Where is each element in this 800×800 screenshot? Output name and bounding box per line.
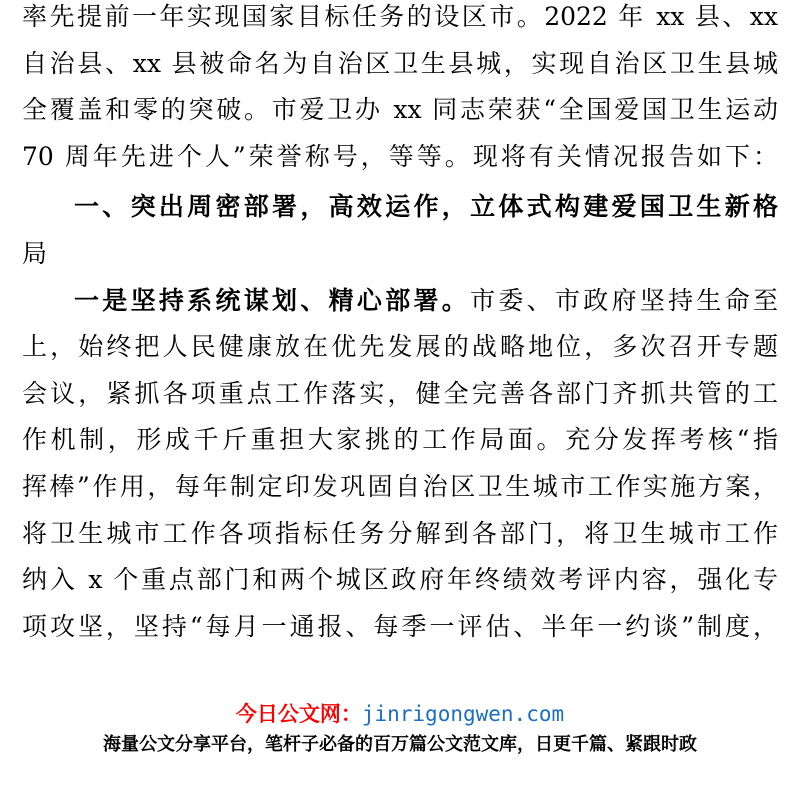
text-line: 70 周年先进个人”荣誉称号，等等。现将有关情况报告如下： [22, 141, 778, 171]
paragraph-lead-rest: 市委、市政府坚持生命至 [470, 285, 778, 315]
text-line: 项攻坚，坚持“每月一通报、每季一评估、半年一约谈”制度， [22, 611, 778, 641]
footer-site-url[interactable]: jinrigongwen.com [361, 702, 565, 726]
text-line: 自治县、xx 县被命名为自治区卫生县城，实现自治区卫生县城 [22, 48, 778, 78]
section-heading: 一、突出周密部署，高效运作，立体式构建爱国卫生新格 [74, 192, 778, 222]
footer-site-name: 今日公文网： [235, 702, 362, 726]
section-heading-cont: 局 [22, 238, 48, 268]
text-line: 挥棒”作用，每年制定印发巩固自治区卫生城市工作实施方案， [22, 471, 778, 501]
text-line: 上，始终把人民健康放在优先发展的战略地位，多次召开专题 [22, 332, 778, 362]
text-line: 率先提前一年实现国家目标任务的设区市。2022 年 xx 县、xx [22, 2, 778, 31]
text-line: 将卫生城市工作各项指标任务分解到各部门，将卫生城市工作 [22, 518, 778, 548]
document-body [22, 0, 778, 650]
paragraph-lead-bold: 一是坚持系统谋划、精心部署。 [74, 285, 471, 315]
text-line: 作机制，形成千斤重担大家挑的工作局面。充分发挥考核“指 [22, 425, 778, 455]
footer-slogan: 海量公文分享平台，笔杆子必备的百万篇公文范文库，日更千篇、紧跟时政 [103, 734, 697, 755]
paragraph-lead [22, 278, 778, 325]
footer-site [0, 698, 800, 728]
text-line: 纳入 x 个重点部门和两个城区政府年终绩效考评内容，强化专 [22, 565, 778, 595]
text-line: 会议，紧抓各项重点工作落实，健全完善各部门齐抓共管的工 [22, 378, 778, 408]
text-line: 全覆盖和零的突破。市爱卫办 xx 同志荣获“全国爱国卫生运动 [22, 95, 778, 125]
